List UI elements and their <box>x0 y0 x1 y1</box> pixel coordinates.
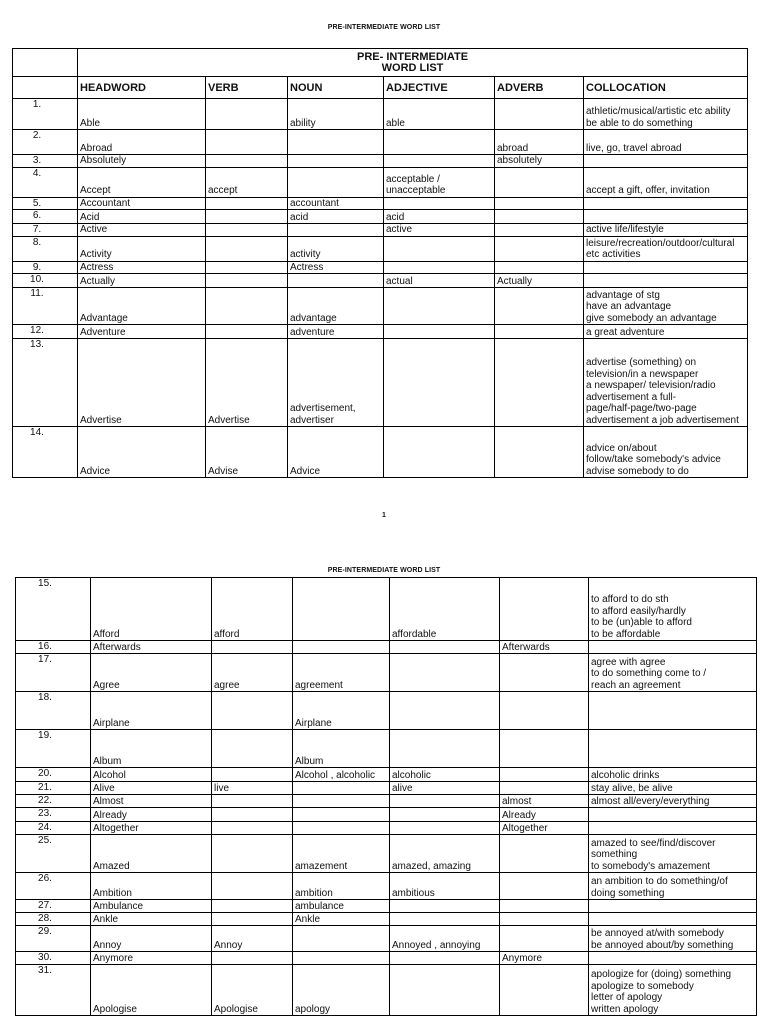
adjective-cell <box>384 197 495 210</box>
headword-cell: Almost <box>91 795 212 808</box>
collocation-cell <box>589 913 757 926</box>
table-row <box>13 99 748 130</box>
verb-cell <box>212 952 293 965</box>
verb-cell <box>212 835 293 873</box>
verb-cell: Advertise <box>206 339 288 427</box>
page-header-2: PRE-INTERMEDIATE WORD LIST <box>327 567 441 574</box>
noun-cell <box>288 274 384 288</box>
adjective-cell <box>390 641 500 654</box>
verb-cell <box>212 913 293 926</box>
col-headword: HEADWORD <box>78 77 206 99</box>
headword-cell: Active <box>78 224 206 237</box>
adjective-cell <box>390 808 500 822</box>
verb-cell <box>212 641 293 654</box>
table-row <box>13 339 748 427</box>
noun-cell: ability <box>288 99 384 130</box>
adjective-cell: acceptable / unacceptable <box>384 167 495 197</box>
adverb-cell: abroad <box>495 130 584 155</box>
verb-cell <box>212 692 293 730</box>
table-row <box>16 900 757 913</box>
row-number: 22. <box>16 795 91 808</box>
table-row <box>16 578 757 641</box>
col-adjective: ADJECTIVE <box>384 77 495 99</box>
page-number: 1 <box>382 512 386 519</box>
table-row <box>16 952 757 965</box>
collocation-cell <box>589 952 757 965</box>
table-row <box>16 641 757 654</box>
noun-cell <box>293 926 390 952</box>
collocation-cell: an ambition to do something/of doing something <box>589 873 757 900</box>
adjective-cell <box>384 288 495 325</box>
row-number: 4. <box>13 167 78 197</box>
adverb-cell <box>495 236 584 261</box>
row-number: 23. <box>16 808 91 822</box>
table-row <box>16 835 757 873</box>
headword-cell: Apologise <box>91 965 212 1016</box>
verb-cell <box>212 873 293 900</box>
collocation-cell <box>584 197 748 210</box>
verb-cell <box>206 288 288 325</box>
headword-cell: Adventure <box>78 325 206 339</box>
headword-cell: Altogether <box>91 822 212 835</box>
adverb-cell <box>495 288 584 325</box>
headword-cell: Anymore <box>91 952 212 965</box>
adverb-cell <box>495 325 584 339</box>
adjective-cell <box>384 427 495 478</box>
adjective-cell <box>390 965 500 1016</box>
adjective-cell <box>390 900 500 913</box>
noun-cell: apology <box>293 965 390 1016</box>
collocation-cell <box>589 692 757 730</box>
adverb-cell <box>495 197 584 210</box>
verb-cell <box>212 822 293 835</box>
adverb-cell <box>495 167 584 197</box>
adjective-cell <box>390 692 500 730</box>
noun-cell: Airplane <box>293 692 390 730</box>
collocation-cell <box>589 730 757 768</box>
headword-cell: Alcohol <box>91 768 212 782</box>
adjective-cell <box>390 822 500 835</box>
adjective-cell: actual <box>384 274 495 288</box>
noun-cell <box>293 782 390 795</box>
headword-cell: Alive <box>91 782 212 795</box>
adverb-cell <box>500 782 589 795</box>
headword-cell: Absolutely <box>78 155 206 168</box>
row-number: 30. <box>16 952 91 965</box>
headword-cell: Ambulance <box>91 900 212 913</box>
adverb-cell <box>500 730 589 768</box>
verb-cell <box>206 224 288 237</box>
table-row <box>13 130 748 155</box>
adjective-cell <box>384 236 495 261</box>
adverb-cell <box>500 692 589 730</box>
collocation-cell: agree with agree to do something come to / reach an agreement <box>589 654 757 692</box>
collocation-cell <box>584 155 748 168</box>
verb-cell <box>206 130 288 155</box>
verb-cell <box>206 210 288 224</box>
adverb-cell <box>495 210 584 224</box>
table-row <box>13 427 748 478</box>
collocation-cell <box>589 808 757 822</box>
adverb-cell: Altogether <box>500 822 589 835</box>
collocation-cell <box>584 274 748 288</box>
headword-cell: Acid <box>78 210 206 224</box>
noun-cell: Ankle <box>293 913 390 926</box>
blank-header-cell <box>13 77 78 99</box>
row-number: 6. <box>13 210 78 224</box>
adverb-cell <box>495 261 584 274</box>
noun-cell: Alcohol , alcoholic <box>293 768 390 782</box>
adverb-cell <box>495 427 584 478</box>
noun-cell: amazement <box>293 835 390 873</box>
headword-cell: Abroad <box>78 130 206 155</box>
noun-cell <box>288 167 384 197</box>
verb-cell: accept <box>206 167 288 197</box>
adjective-cell <box>390 654 500 692</box>
verb-cell <box>206 197 288 210</box>
adverb-cell <box>500 768 589 782</box>
verb-cell <box>206 325 288 339</box>
table-row <box>13 224 748 237</box>
headword-cell: Airplane <box>91 692 212 730</box>
verb-cell <box>212 768 293 782</box>
headword-cell: Afford <box>91 578 212 641</box>
row-number: 12. <box>13 325 78 339</box>
verb-cell <box>206 99 288 130</box>
row-number: 9. <box>13 261 78 274</box>
headword-cell: Advice <box>78 427 206 478</box>
table-row <box>13 325 748 339</box>
row-number: 18. <box>16 692 91 730</box>
adjective-cell: alive <box>390 782 500 795</box>
row-number: 3. <box>13 155 78 168</box>
adjective-cell <box>384 155 495 168</box>
col-noun: NOUN <box>288 77 384 99</box>
word-list-table-1 <box>12 48 748 478</box>
table-row <box>16 873 757 900</box>
noun-cell: acid <box>288 210 384 224</box>
adjective-cell <box>390 795 500 808</box>
col-collocation: COLLOCATION <box>584 77 748 99</box>
collocation-cell: alcoholic drinks <box>589 768 757 782</box>
noun-cell: Actress <box>288 261 384 274</box>
row-number: 7. <box>13 224 78 237</box>
collocation-cell: live, go, travel abroad <box>584 130 748 155</box>
row-number: 28. <box>16 913 91 926</box>
adverb-cell <box>500 926 589 952</box>
headword-cell: Afterwards <box>91 641 212 654</box>
adjective-cell: alcoholic <box>390 768 500 782</box>
table-row <box>16 822 757 835</box>
headword-cell: Actually <box>78 274 206 288</box>
adverb-cell <box>495 99 584 130</box>
adjective-cell <box>390 913 500 926</box>
verb-cell <box>206 274 288 288</box>
table-row <box>16 768 757 782</box>
collocation-cell <box>584 261 748 274</box>
adverb-cell <box>495 339 584 427</box>
verb-cell <box>206 261 288 274</box>
row-number: 29. <box>16 926 91 952</box>
collocation-cell: accept a gift, offer, invitation <box>584 167 748 197</box>
table-row <box>13 288 748 325</box>
table-row <box>13 197 748 210</box>
row-number: 20. <box>16 768 91 782</box>
noun-cell <box>293 641 390 654</box>
collocation-cell: advantage of stg have an advantage give somebody an advantage <box>584 288 748 325</box>
adjective-cell <box>384 130 495 155</box>
col-adverb: ADVERB <box>495 77 584 99</box>
verb-cell: live <box>212 782 293 795</box>
verb-cell <box>212 730 293 768</box>
row-number: 26. <box>16 873 91 900</box>
table-row <box>16 692 757 730</box>
table-row <box>13 155 748 168</box>
row-number: 11. <box>13 288 78 325</box>
table-row <box>13 261 748 274</box>
noun-cell: agreement <box>293 654 390 692</box>
verb-cell: agree <box>212 654 293 692</box>
collocation-cell: a great adventure <box>584 325 748 339</box>
noun-cell <box>293 795 390 808</box>
adjective-cell <box>384 339 495 427</box>
table-row <box>13 167 748 197</box>
collocation-cell: stay alive, be alive <box>589 782 757 795</box>
row-number: 25. <box>16 835 91 873</box>
headword-cell: Advantage <box>78 288 206 325</box>
noun-cell: adventure <box>288 325 384 339</box>
noun-cell: activity <box>288 236 384 261</box>
noun-cell <box>288 130 384 155</box>
adjective-cell: affordable <box>390 578 500 641</box>
headword-cell: Annoy <box>91 926 212 952</box>
collocation-cell <box>589 900 757 913</box>
row-number: 16. <box>16 641 91 654</box>
verb-cell: Advise <box>206 427 288 478</box>
page-header: PRE-INTERMEDIATE WORD LIST <box>327 24 441 31</box>
adverb-cell: Afterwards <box>500 641 589 654</box>
adverb-cell <box>500 913 589 926</box>
verb-cell <box>206 236 288 261</box>
headword-cell: Advertise <box>78 339 206 427</box>
collocation-cell: apologize for (doing) something apologize to somebody letter of apology written apology <box>589 965 757 1016</box>
adverb-cell <box>500 873 589 900</box>
row-number: 5. <box>13 197 78 210</box>
table-row <box>16 965 757 1016</box>
row-number: 31. <box>16 965 91 1016</box>
collocation-cell: amazed to see/find/discover something to somebody's amazement <box>589 835 757 873</box>
collocation-cell: advertise (something) on television/in a newspaper a newspaper/ television/radio advertisement a full- page/half-page/two-page advertisement a job advertisement <box>584 339 748 427</box>
collocation-cell: advice on/about follow/take somebody's advice advise somebody to do <box>584 427 748 478</box>
verb-cell <box>212 808 293 822</box>
table-row <box>16 782 757 795</box>
noun-cell <box>293 808 390 822</box>
noun-cell: ambulance <box>293 900 390 913</box>
headword-cell: Ankle <box>91 913 212 926</box>
noun-cell: ambition <box>293 873 390 900</box>
row-number: 21. <box>16 782 91 795</box>
verb-cell: Annoy <box>212 926 293 952</box>
adjective-cell: able <box>384 99 495 130</box>
adjective-cell <box>390 730 500 768</box>
row-number: 27. <box>16 900 91 913</box>
noun-cell <box>293 822 390 835</box>
noun-cell: accountant <box>288 197 384 210</box>
column-header-row <box>13 77 748 99</box>
adverb-cell: absolutely <box>495 155 584 168</box>
collocation-cell: be annoyed at/with somebody be annoyed about/by something <box>589 926 757 952</box>
table-row <box>16 795 757 808</box>
noun-cell <box>293 578 390 641</box>
table-row <box>16 808 757 822</box>
noun-cell <box>288 224 384 237</box>
headword-cell: Agree <box>91 654 212 692</box>
headword-cell: Accountant <box>78 197 206 210</box>
adjective-cell <box>384 325 495 339</box>
row-number: 24. <box>16 822 91 835</box>
row-number: 14. <box>13 427 78 478</box>
headword-cell: Accept <box>78 167 206 197</box>
collocation-cell: leisure/recreation/outdoor/cultural etc activities <box>584 236 748 261</box>
noun-cell: advertisement, advertiser <box>288 339 384 427</box>
adjective-cell: Annoyed , annoying <box>390 926 500 952</box>
noun-cell: Advice <box>288 427 384 478</box>
collocation-cell <box>589 641 757 654</box>
headword-cell: Activity <box>78 236 206 261</box>
table-row <box>16 654 757 692</box>
adverb-cell: almost <box>500 795 589 808</box>
adverb-cell: Already <box>500 808 589 822</box>
headword-cell: Actress <box>78 261 206 274</box>
adjective-cell: active <box>384 224 495 237</box>
row-number: 10. <box>13 274 78 288</box>
table-row <box>16 730 757 768</box>
row-number: 8. <box>13 236 78 261</box>
verb-cell: Apologise <box>212 965 293 1016</box>
adverb-cell: Anymore <box>500 952 589 965</box>
noun-cell: advantage <box>288 288 384 325</box>
headword-cell: Amazed <box>91 835 212 873</box>
row-number: 1. <box>13 99 78 130</box>
noun-cell <box>293 952 390 965</box>
verb-cell <box>212 900 293 913</box>
headword-cell: Already <box>91 808 212 822</box>
adverb-cell <box>500 578 589 641</box>
adjective-cell: ambitious <box>390 873 500 900</box>
noun-cell <box>288 155 384 168</box>
collocation-cell <box>589 822 757 835</box>
noun-cell: Album <box>293 730 390 768</box>
collocation-cell: athletic/musical/artistic etc ability be able to do something <box>584 99 748 130</box>
table-row <box>13 274 748 288</box>
adverb-cell: Actually <box>495 274 584 288</box>
adjective-cell: acid <box>384 210 495 224</box>
table-row <box>13 236 748 261</box>
adverb-cell <box>500 900 589 913</box>
table-row <box>13 210 748 224</box>
table-title: PRE- INTERMEDIATE WORD LIST <box>78 49 748 77</box>
row-number: 2. <box>13 130 78 155</box>
table-row <box>16 913 757 926</box>
adjective-cell <box>384 261 495 274</box>
adjective-cell <box>390 952 500 965</box>
collocation-cell: almost all/every/everything <box>589 795 757 808</box>
adjective-cell: amazed, amazing <box>390 835 500 873</box>
headword-cell: Able <box>78 99 206 130</box>
adverb-cell <box>495 224 584 237</box>
row-number: 13. <box>13 339 78 427</box>
row-number: 19. <box>16 730 91 768</box>
adverb-cell <box>500 835 589 873</box>
table-row <box>16 926 757 952</box>
collocation-cell: to afford to do sth to afford easily/hardly to be (un)able to afford to be affordable <box>589 578 757 641</box>
adverb-cell <box>500 965 589 1016</box>
blank-corner-cell <box>13 49 78 77</box>
row-number: 17. <box>16 654 91 692</box>
collocation-cell: active life/lifestyle <box>584 224 748 237</box>
col-verb: VERB <box>206 77 288 99</box>
headword-cell: Album <box>91 730 212 768</box>
collocation-cell <box>584 210 748 224</box>
verb-cell: afford <box>212 578 293 641</box>
verb-cell <box>206 155 288 168</box>
verb-cell <box>212 795 293 808</box>
adverb-cell <box>500 654 589 692</box>
row-number: 15. <box>16 578 91 641</box>
word-list-table-2 <box>15 577 757 1016</box>
headword-cell: Ambition <box>91 873 212 900</box>
